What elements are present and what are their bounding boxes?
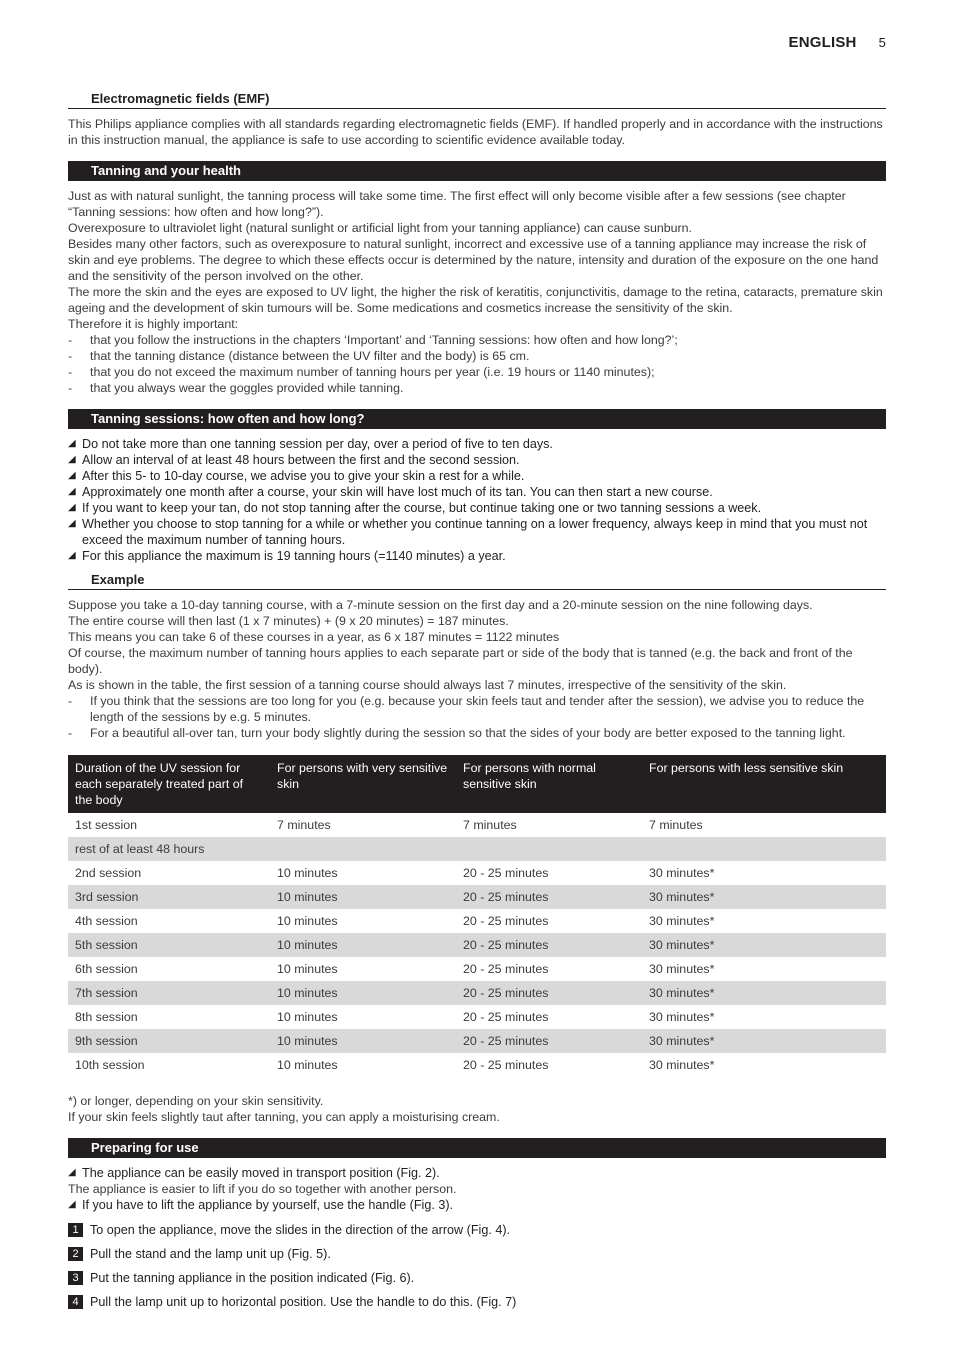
health-paragraph: Overexposure to ultraviolet light (natural sunlight or artificial light from your tanning appliance) can cause sunburn. xyxy=(68,221,692,235)
emf-paragraph xyxy=(68,116,886,148)
list-item: ◢ Approximately one month after a course, your skin will have lost much of its tan. You can then start a new course. xyxy=(68,485,713,499)
list-item: ◢ Whether you choose to stop tanning for a while or whether you continue tanning on a lower frequency, always keep in mind that you must not exceed the maximum number of tanning hours. xyxy=(68,517,868,547)
column-header: For persons with less sensitive skin xyxy=(642,755,886,813)
table-row: 6th session 10 minutes 20 - 25 minutes 30 minutes* xyxy=(75,962,715,976)
step-number: 1 xyxy=(68,1223,83,1237)
list-item: ◢ After this 5- to 10-day course, we advise you to give your skin a rest for a while. xyxy=(68,469,525,483)
list-item: - that you do not exceed the maximum number of tanning hours per year (i.e. 19 hours or 1140 minutes); xyxy=(68,364,886,380)
sessions-heading: Tanning sessions: how often and how long? xyxy=(68,409,886,429)
table-row: 1st session 7 minutes 7 minutes 7 minutes xyxy=(75,818,703,832)
table-row: 9th session 10 minutes 20 - 25 minutes 30 minutes* xyxy=(68,1029,886,1053)
list-item: - For a beautiful all-over tan, turn your body slightly during the session so that the sides of your body are better exposed to the tanning light. xyxy=(68,725,886,741)
session-table xyxy=(68,755,886,1077)
example-paragraph: Suppose you take a 10-day tanning course, with a 7-minute session on the first day and a 20-minute session on the nine following days. xyxy=(68,598,813,612)
table-footnotes xyxy=(68,1093,886,1125)
step-item xyxy=(68,1246,886,1270)
list-item: ◢ For this appliance the maximum is 19 tanning hours (=1140 minutes) a year. xyxy=(68,549,506,563)
step-text: To open the appliance, move the slides in the direction of the arrow (Fig. 4). xyxy=(90,1223,511,1237)
list-item: ◢ Allow an interval of at least 48 hours between the first and the second session. xyxy=(68,453,520,467)
preparing-heading: Preparing for use xyxy=(68,1138,886,1158)
table-row: 4th session 10 minutes 20 - 25 minutes 30 minutes* xyxy=(75,914,715,928)
preparing-section xyxy=(68,1165,886,1213)
list-item: - If you think that the sessions are too long for you (e.g. because your skin feels taut and tender after the session), we advise you to reduce the length of the sessions by e.g. 5 minutes. xyxy=(68,693,886,725)
table-row: 3rd session 10 minutes 20 - 25 minutes 30 minutes* xyxy=(68,885,886,909)
emf-body: This Philips appliance complies with all standards regarding electromagnetic fields (EMF). If handled properly and in accordance with the instructions in this instruction manual, the appliance is safe to use according to scientific evidence available today. xyxy=(68,117,883,147)
bullet-icon: ◢ xyxy=(68,550,76,561)
example-section xyxy=(68,597,886,741)
step-number: 4 xyxy=(68,1295,83,1309)
preparing-steps xyxy=(68,1222,886,1318)
list-item: ◢ Do not take more than one tanning session per day, over a period of five to ten days. xyxy=(68,437,553,451)
language-label: ENGLISH xyxy=(788,34,857,51)
table-row: 7th session 10 minutes 20 - 25 minutes 30 minutes* xyxy=(68,981,886,1005)
list-item: - that the tanning distance (distance between the UV filter and the body) is 65 cm. xyxy=(68,348,886,364)
column-header: For persons with normal sensitive skin xyxy=(456,755,642,813)
step-text: Pull the lamp unit up to horizontal position. Use the handle to do this. (Fig. 7) xyxy=(90,1295,517,1309)
table-row: 10th session 10 minutes 20 - 25 minutes 30 minutes* xyxy=(75,1058,715,1072)
example-paragraph: The entire course will then last (1 x 7 minutes) + (9 x 20 minutes) = 187 minutes. xyxy=(68,614,509,628)
table-row: 5th session 10 minutes 20 - 25 minutes 30 minutes* xyxy=(68,933,886,957)
table-row: 8th session 10 minutes 20 - 25 minutes 30 minutes* xyxy=(75,1010,715,1024)
bullet-icon: ◢ xyxy=(68,1199,76,1210)
step-item xyxy=(68,1294,886,1318)
health-paragraph: Therefore it is highly important: xyxy=(68,317,239,331)
bullet-icon: ◢ xyxy=(68,1167,76,1178)
health-paragraph: Besides many other factors, such as overexposure to natural sunlight, incorrect and excessive use of a tanning appliance may increase the risk of skin and eye problems. The degree to which these effects occur is determined by the nature, intensity and duration of the exposure on the one hand and the sensitivity of the person involved on the other. xyxy=(68,237,879,283)
example-list xyxy=(68,693,886,741)
table-header-row xyxy=(68,755,886,813)
step-number: 2 xyxy=(68,1247,83,1261)
step-item xyxy=(68,1222,886,1246)
emf-heading: Electromagnetic fields (EMF) xyxy=(68,91,886,109)
health-section xyxy=(68,188,886,396)
health-list xyxy=(68,332,886,396)
health-paragraph: The more the skin and the eyes are exposed to UV light, the higher the risk of keratitis, conjunctivitis, damage to the retina, cataracts, premature skin ageing and the development of skin tumours will be. Some medications and cosmetics increase the sensitivity of the skin. xyxy=(68,285,883,315)
footnote: If your skin feels slightly taut after tanning, you can apply a moisturising cream. xyxy=(68,1110,500,1124)
example-paragraph: This means you can take 6 of these courses in a year, as 6 x 187 minutes = 1122 minutes xyxy=(68,630,560,644)
list-item: - that you always wear the goggles provided while tanning. xyxy=(68,380,886,396)
bullet-icon: ◢ xyxy=(68,454,76,465)
preparing-note: The appliance is easier to lift if you do so together with another person. xyxy=(68,1182,457,1196)
health-paragraph: Just as with natural sunlight, the tanning process will take some time. The first effect will only become visible after a few sessions (see chapter “Tanning sessions: how often and how long?”). xyxy=(68,189,846,219)
bullet-icon: ◢ xyxy=(68,518,76,529)
list-item: - that you follow the instructions in the chapters ‘Important’ and ‘Tanning sessions: how often and how long?’; xyxy=(68,332,886,348)
page-number: 5 xyxy=(878,35,886,50)
bullet-icon: ◢ xyxy=(68,502,76,513)
bullet-icon: ◢ xyxy=(68,470,76,481)
bullet-icon: ◢ xyxy=(68,486,76,497)
table-row: 2nd session 10 minutes 20 - 25 minutes 30 minutes* xyxy=(75,866,715,880)
bullet-icon: ◢ xyxy=(68,438,76,449)
sessions-bullet-list xyxy=(68,436,886,564)
table-row: rest of at least 48 hours xyxy=(68,837,886,861)
list-item: ◢ If you want to keep your tan, do not stop tanning after the course, but continue taking one or two tanning sessions a week. xyxy=(68,501,762,515)
page-header xyxy=(788,34,886,51)
example-paragraph: Of course, the maximum number of tanning hours applies to each separate part or side of the body that is tanned (e.g. the back and front of the body). xyxy=(68,646,853,676)
column-header: Duration of the UV session for each separately treated part of the body xyxy=(68,755,270,813)
sessions-section xyxy=(68,436,886,564)
list-item: ◢ If you have to lift the appliance by yourself, use the handle (Fig. 3). xyxy=(68,1198,454,1212)
step-text: Pull the stand and the lamp unit up (Fig. 5). xyxy=(90,1247,331,1261)
health-heading: Tanning and your health xyxy=(68,161,886,181)
example-heading: Example xyxy=(68,572,886,590)
step-text: Put the tanning appliance in the position indicated (Fig. 6). xyxy=(90,1271,415,1285)
column-header: For persons with very sensitive skin xyxy=(270,755,456,813)
list-item: ◢ The appliance can be easily moved in transport position (Fig. 2). xyxy=(68,1166,440,1180)
step-number: 3 xyxy=(68,1271,83,1285)
example-paragraph: As is shown in the table, the first session of a tanning course should always last 7 minutes, irrespective of the sensitivity of the skin. xyxy=(68,678,787,692)
footnote: *) or longer, depending on your skin sensitivity. xyxy=(68,1094,324,1108)
step-item xyxy=(68,1270,886,1294)
